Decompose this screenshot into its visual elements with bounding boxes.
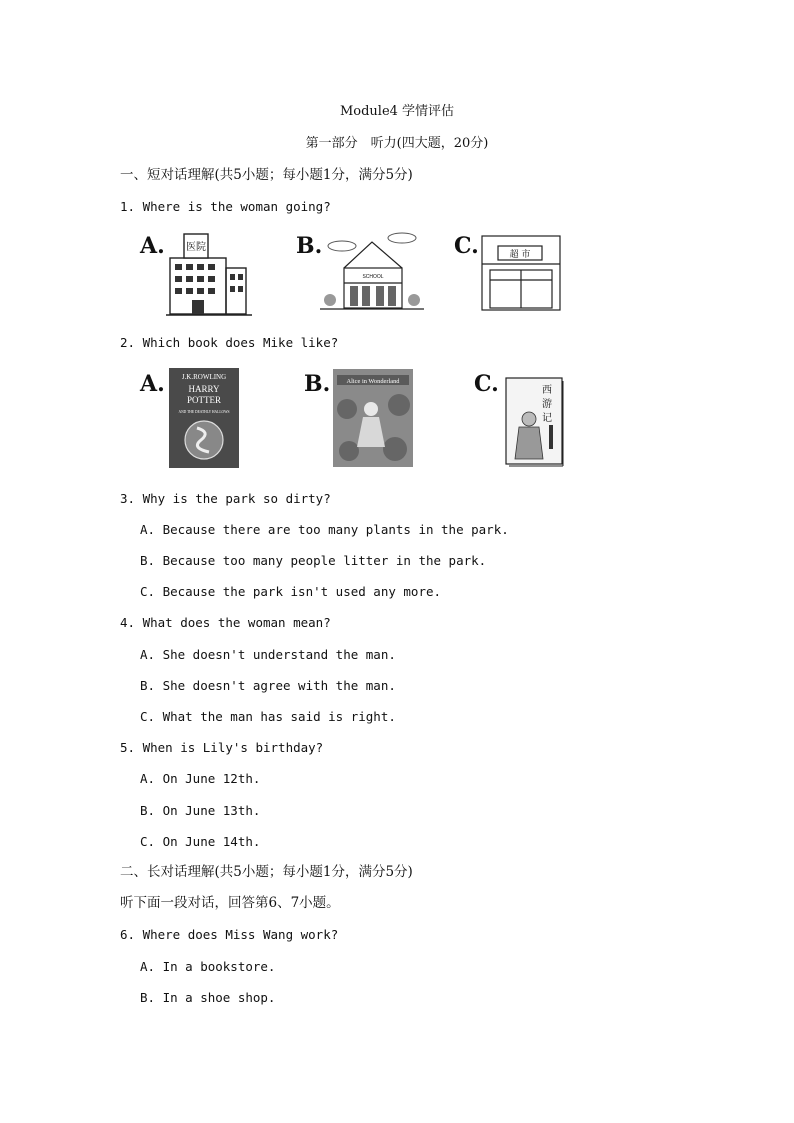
q1-option-b-letter: B. — [296, 233, 323, 259]
q5-option-a: A. On June 12th. — [140, 771, 261, 786]
question-4: 4. What does the woman mean? — [120, 615, 331, 630]
school-sign: SCHOOL — [362, 274, 384, 280]
q3-option-a: A. Because there are too many plants in the park. — [140, 522, 509, 537]
hospital-picture — [166, 230, 252, 318]
q2-option-b-letter: B. — [304, 371, 331, 397]
question-5: 5. When is Lily's birthday? — [120, 740, 324, 755]
q5-option-c: C. On June 14th. — [140, 834, 261, 849]
q4-option-c: C. What the man has said is right. — [140, 709, 396, 724]
supermarket-picture — [480, 232, 562, 312]
alice-book — [333, 369, 413, 467]
question-2: 2. Which book does Mike like? — [120, 335, 339, 350]
book-b-title: Alice in Wonderland — [346, 378, 400, 385]
section-2-instruction: 听下面一段对话，回答第6、7小题。 — [120, 895, 340, 911]
supermarket-sign: 超 市 — [509, 250, 531, 260]
book-c-char-2: 游 — [542, 399, 552, 410]
question-1: 1. Where is the woman going? — [120, 199, 331, 214]
book-a-title-2: POTTER — [186, 395, 222, 405]
harry-potter-book — [169, 368, 239, 468]
school-picture — [320, 228, 424, 314]
q2-option-c-letter: C. — [474, 371, 499, 397]
book-a-author: J.K.ROWLING — [181, 373, 227, 381]
book-c-char-3: 记 — [542, 413, 552, 424]
question-3: 3. Why is the park so dirty? — [120, 491, 331, 506]
q3-option-c: C. Because the park isn't used any more. — [140, 584, 442, 599]
q3-option-b: B. Because too many people litter in the park. — [140, 553, 487, 568]
q2-option-a-letter: A. — [140, 371, 165, 397]
section-heading-2: 二、长对话理解(共5小题；每小题1分，满分5分) — [120, 864, 413, 880]
q1-option-a-letter: A. — [140, 233, 165, 259]
book-a-subtitle: AND THE DEATHLY HALLOWS — [178, 410, 230, 414]
book-c-char-1: 西 — [542, 385, 552, 396]
q6-option-a: A. In a bookstore. — [140, 959, 276, 974]
q1-option-c-letter: C. — [454, 233, 479, 259]
part-heading: 第一部分 听力(四大题，20分) — [305, 136, 489, 151]
page-title: Module4 学情评估 — [339, 104, 455, 119]
q5-option-b: B. On June 13th. — [140, 803, 261, 818]
q4-option-a: A. She doesn't understand the man. — [140, 647, 396, 662]
q6-option-b: B. In a shoe shop. — [140, 990, 276, 1005]
journey-to-the-west-book — [503, 375, 565, 467]
q4-option-b: B. She doesn't agree with the man. — [140, 678, 396, 693]
section-heading-1: 一、短对话理解(共5小题；每小题1分，满分5分) — [120, 167, 413, 183]
question-6: 6. Where does Miss Wang work? — [120, 927, 339, 942]
hospital-sign: 医院 — [186, 242, 206, 253]
book-a-title-1: HARRY — [188, 384, 220, 394]
